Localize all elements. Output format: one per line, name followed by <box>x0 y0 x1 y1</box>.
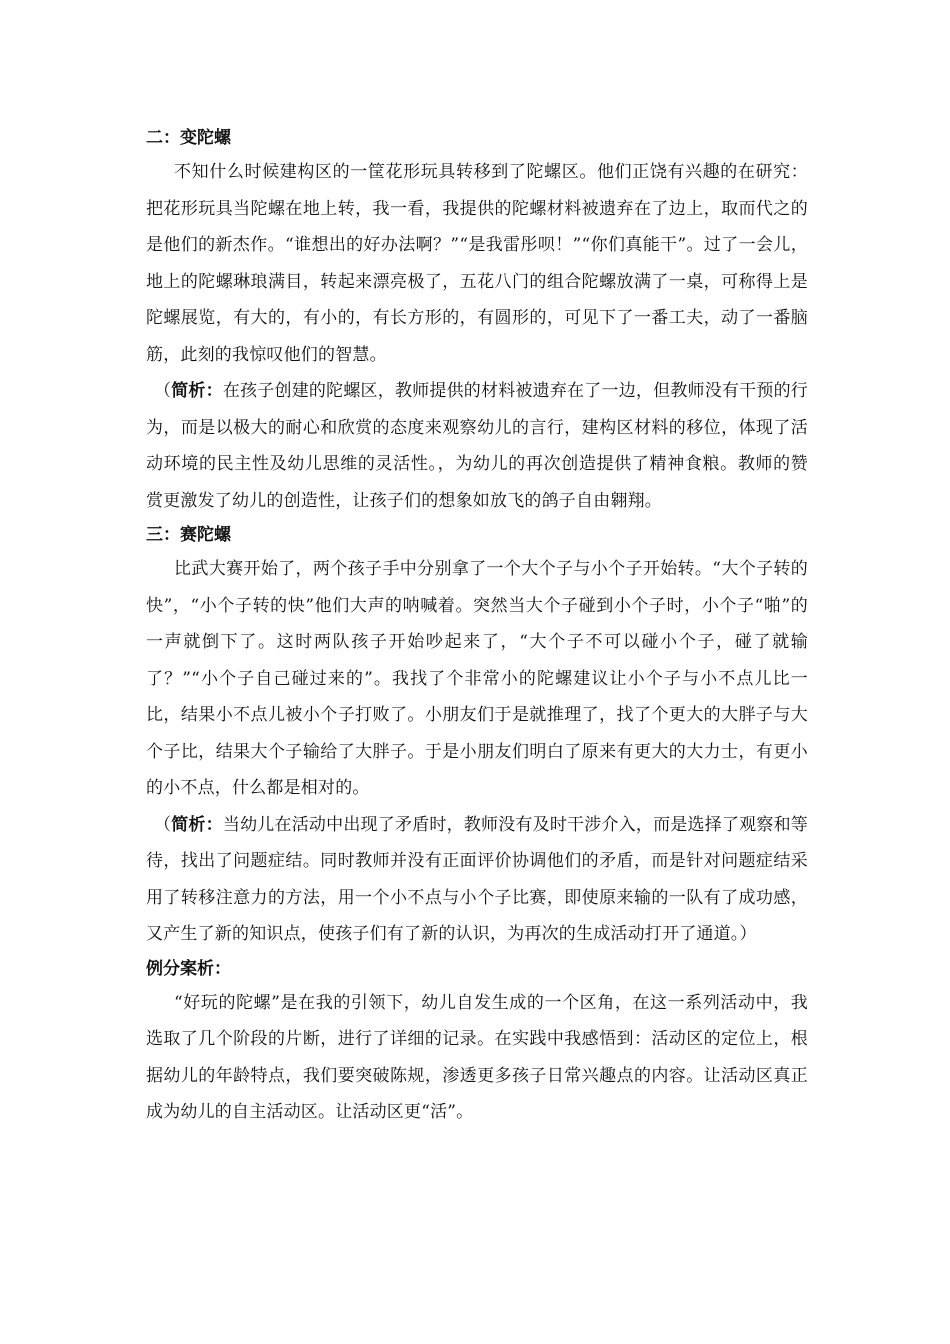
analysis-text: 当幼儿在活动中出现了矛盾时，教师没有及时干涉介入，而是选择了观察和等待，找出了问题症结。同时教师并没有正面评价协调他们的矛盾，而是针对问题症结采用了转移注意力的方法，用一个小不点与小个子比赛，即使原来输的一队有了成功感，又产生了新的知识点，使孩子们有了新的认识，为再次的生成活动打开了通道。） <box>146 814 808 944</box>
analysis-open-paren: （ <box>154 381 172 401</box>
analysis-paragraph-bian-tuoluo <box>146 373 808 519</box>
analysis-text: 在孩子创建的陀螺区，教师提供的材料被遗弃在了一边，但教师没有干预的行为，而是以极大的耐心和欣赏的态度来观察幼儿的言行，建构区材料的移位，体现了活动环境的民主性及幼儿思维的灵活性。，为幼儿的再次创造提供了精神食粮。教师的赞赏更激发了幼儿的创造性，让孩子们的想象如放飞的鸽子自由翱翔。 <box>146 381 808 511</box>
section-body-bian-tuoluo: 不知什么时候建构区的一筐花形玩具转移到了陀螺区。他们正饶有兴趣的在研究：把花形玩具当陀螺在地上转，我一看，我提供的陀螺材料被遗弃在了边上，取而代之的是他们的新杰作。“谁想出的好办法啊？”“是我雷彤呗！”“你们真能干”。过了一会儿，地上的陀螺琳琅满目，转起来漂亮极了，五花八门的组合陀螺放满了一桌，可称得上是陀螺展览，有大的，有小的，有长方形的，有圆形的，可见下了一番工夫，动了一番脑筋，此刻的我惊叹他们的智慧。 <box>146 162 808 365</box>
section-heading-sai-tuoluo: 三：赛陀螺 <box>146 525 231 545</box>
analysis-label: 简析： <box>171 381 223 401</box>
document-page <box>146 122 808 1131</box>
analysis-paragraph-sai-tuoluo <box>146 807 808 953</box>
section-body-sai-tuoluo: 比武大赛开始了，两个孩子手中分别拿了一个大个子与小个子开始转。“大个子转的快”，“小个子转的快”他们大声的呐喊着。突然当大个子碰到小个子时，小个子“啪”的一声就倒下了。这时两队孩子开始吵起来了，“大个子不可以碰小个子，碰了就输了？”“小个子自己碰过来的”。我找了个非常小的陀螺建议让小个子与小不点儿比一比，结果小不点儿被小个子打败了。小朋友们于是就推理了，找了个更大的大胖子与大个子比，结果大个子输给了大胖子。于是小朋友们明白了原来有更大的大力士，有更小的小不点，什么都是相对的。 <box>146 559 808 798</box>
section-heading-case-analysis: 例分案析： <box>146 958 231 979</box>
analysis-label: 简析： <box>171 814 223 835</box>
analysis-open-paren: （ <box>154 814 172 835</box>
section-heading-bian-tuoluo: 二：变陀螺 <box>146 128 231 148</box>
section-body-case-analysis: “好玩的陀螺”是在我的引领下，幼儿自发生成的一个区角，在这一系列活动中，我选取了几个阶段的片断，进行了详细的记录。在实践中我感悟到：活动区的定位上，根据幼儿的年龄特点，我们要突破陈规，渗透更多孩子日常兴趣点的内容。让活动区真正成为幼儿的自主活动区。让活动区更“活”。 <box>146 992 808 1122</box>
